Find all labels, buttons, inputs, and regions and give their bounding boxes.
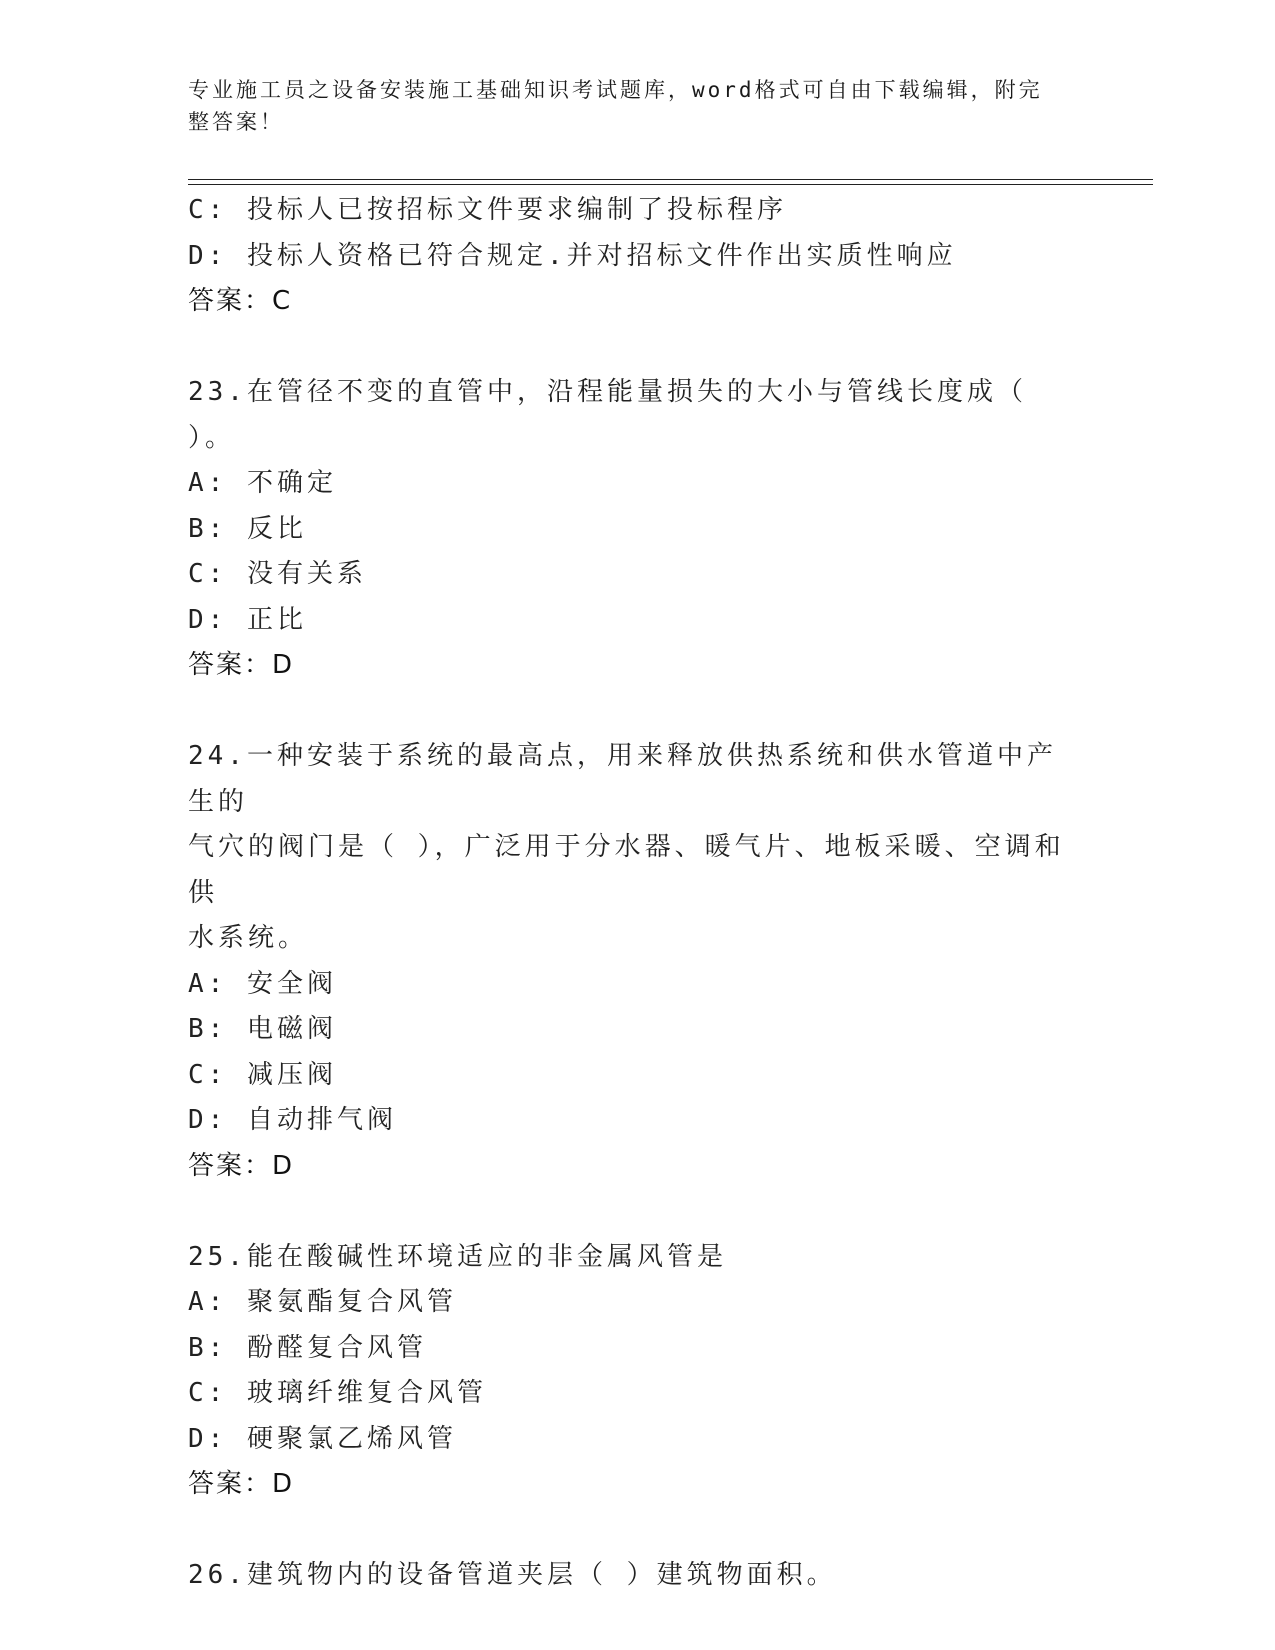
option-b: B: 酚醛复合风管 [188,1332,427,1363]
document-header [188,74,1068,138]
spacer [188,1508,1088,1554]
header-line-2: 整答案！ [188,110,284,134]
answer-label: 答案：D [188,650,295,680]
question-stem: 25.能在酸碱性环境适应的非金属风管是 [188,1241,727,1272]
option-c: C: 减压阀 [188,1059,337,1090]
option-c: C: 投标人已按招标文件要求编制了投标程序 [188,195,787,225]
question-25 [188,1235,1088,1508]
answer-label: 答案：D [188,1469,295,1499]
spacer [188,689,1088,735]
option-c: C: 没有关系 [188,559,367,589]
option-c: C: 玻璃纤维复合风管 [188,1378,487,1408]
question-26 [188,1553,1088,1599]
option-b: B: 电磁阀 [188,1014,337,1044]
answer-label: 答案：C [188,286,293,316]
question-list [188,188,1088,1599]
header-line-1: 专业施工员之设备安装施工基础知识考试题库，word格式可自由下载编辑，附完 [188,78,1043,102]
question-23 [188,370,1088,689]
option-d: D: 正比 [188,604,307,635]
header-divider-bottom [188,184,1153,185]
answer-label: 答案：D [188,1150,295,1181]
question-stem-line-3: 水系统。 [188,923,309,953]
option-b: B: 反比 [188,513,307,544]
option-a: A: 安全阀 [188,968,337,999]
question-24 [188,734,1088,1189]
question-22-tail [188,188,1088,325]
option-d: D: 硬聚氯乙烯风管 [188,1423,457,1454]
header-divider-top [188,179,1153,180]
question-stem: 23.在管径不变的直管中，沿程能量损失的大小与管线长度成（ ）。 [188,377,1027,453]
question-stem: 26.建筑物内的设备管道夹层（ ）建筑物面积。 [188,1560,837,1590]
spacer [188,1189,1088,1235]
question-stem-line-2: 气穴的阀门是（ ），广泛用于分水器、暖气片、地板采暖、空调和供 [188,832,1065,908]
option-a: A: 不确定 [188,468,337,498]
option-d: D: 自动排气阀 [188,1105,397,1135]
option-a: A: 聚氨酯复合风管 [188,1287,457,1317]
question-stem-line-1: 24.一种安装于系统的最高点，用来释放供热系统和供水管道中产生的 [188,741,1057,817]
spacer [188,325,1088,371]
option-d: D: 投标人资格已符合规定.并对招标文件作出实质性响应 [188,240,957,271]
